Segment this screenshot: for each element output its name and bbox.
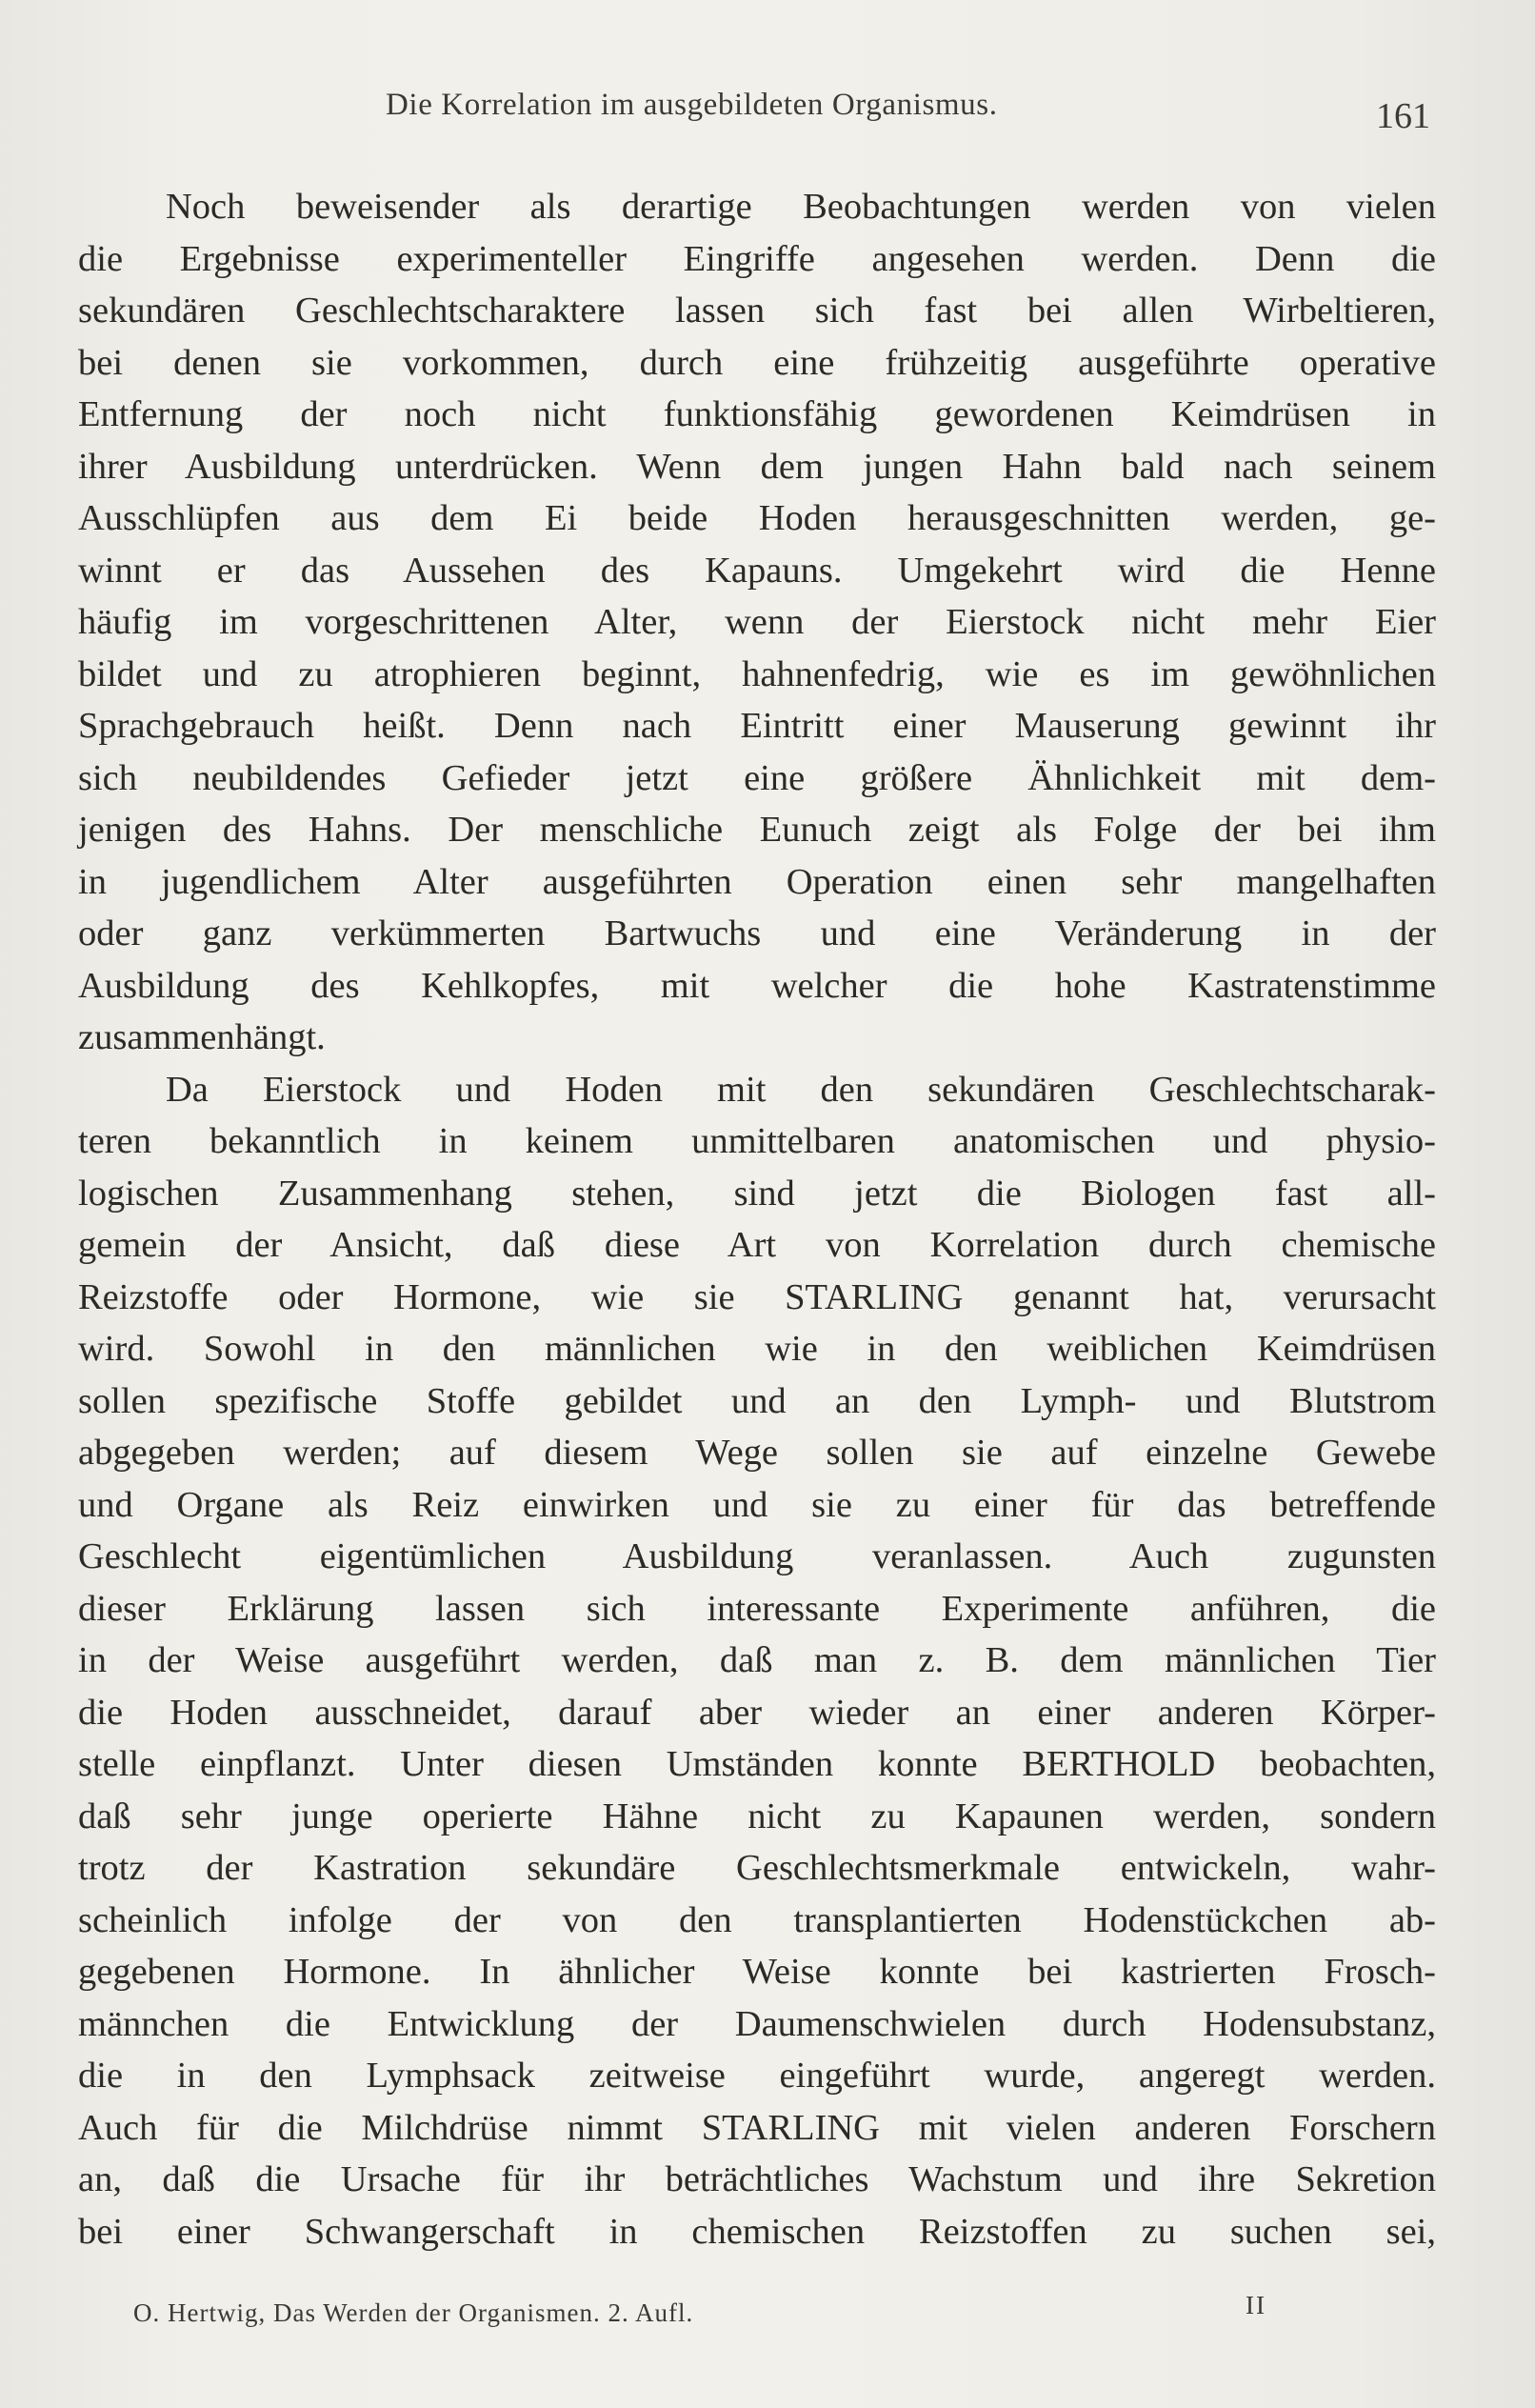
text-line: Ausschlüpfen aus dem Ei beide Hoden herausgeschnitten werden, ge-	[78, 498, 1436, 538]
text-line: teren bekanntlich in keinem unmittelbaren anatomischen und physio-	[78, 1121, 1436, 1161]
text-line: wird. Sowohl in den männlichen wie in den weiblichen Keimdrüsen	[78, 1329, 1436, 1369]
text-line: logischen Zusammenhang stehen, sind jetzt die Biologen fast all-	[78, 1173, 1436, 1214]
text-line: daß sehr junge operierte Hähne nicht zu Kapaunen werden, sondern	[78, 1796, 1436, 1836]
text-line: winnt er das Aussehen des Kapauns. Umgekehrt wird die Henne	[78, 550, 1436, 591]
text-line: Da Eierstock und Hoden mit den sekundären Geschlechtscharak-	[166, 1069, 1436, 1110]
text-line: häufig im vorgeschrittenen Alter, wenn der Eierstock nicht mehr Eier	[78, 602, 1436, 642]
text-line: Noch beweisender als derartige Beobachtungen werden von vielen	[166, 187, 1436, 227]
text-line: sekundären Geschlechtscharaktere lassen sich fast bei allen Wirbeltieren,	[78, 291, 1436, 331]
text-line: Auch für die Milchdrüse nimmt STARLING mit vielen anderen Forschern	[78, 2107, 1436, 2148]
text-line: Ausbildung des Kehlkopfes, mit welcher die hohe Kastratenstimme	[78, 965, 1436, 1006]
text-line: die Hoden ausschneidet, darauf aber wieder an einer anderen Körper-	[78, 1692, 1436, 1733]
text-line: in der Weise ausgeführt werden, daß man z. B. dem männlichen Tier	[78, 1640, 1436, 1680]
signature-mark: II	[1246, 2291, 1266, 2319]
text-line: männchen die Entwicklung der Daumenschwielen durch Hodensubstanz,	[78, 2003, 1436, 2044]
text-line: sich neubildendes Gefieder jetzt eine größere Ähnlichkeit mit dem-	[78, 757, 1436, 798]
text-line: die in den Lymphsack zeitweise eingeführt wurde, angeregt werden.	[78, 2056, 1436, 2096]
page-footer	[133, 2291, 1266, 2338]
text-line: gegebenen Hormone. In ähnlicher Weise konnte bei kastrierten Frosch-	[78, 1952, 1436, 1992]
footer-citation: O. Hertwig, Das Werden der Organismen. 2. Aufl.	[133, 2298, 694, 2327]
text-line: an, daß die Ursache für ihr beträchtliches Wachstum und ihre Sekretion	[78, 2159, 1436, 2199]
text-line: jenigen des Hahns. Der menschliche Eunuch zeigt als Folge der bei ihm	[78, 810, 1436, 850]
text-line: bei denen sie vorkommen, durch eine frühzeitig ausgeführte operative	[78, 342, 1436, 383]
running-header	[76, 88, 1440, 135]
text-line: sollen spezifische Stoffe gebildet und an den Lymph- und Blutstrom	[78, 1380, 1436, 1421]
body-text	[78, 181, 1436, 2258]
text-line: abgegeben werden; auf diesem Wege sollen sie auf einzelne Gewebe	[78, 1433, 1436, 1473]
text-line: zusammenhängt.	[78, 1017, 326, 1057]
text-line: bildet und zu atrophieren beginnt, hahnenfedrig, wie es im gewöhnlichen	[78, 653, 1436, 694]
page-number: 161	[1376, 96, 1430, 136]
text-line: Sprachgebrauch heißt. Denn nach Eintritt einer Mauserung gewinnt ihr	[78, 706, 1436, 746]
text-line: Reizstoffe oder Hormone, wie sie STARLING genannt hat, verursacht	[78, 1276, 1436, 1317]
text-line: scheinlich infolge der von den transplantierten Hodenstückchen ab-	[78, 1899, 1436, 1940]
text-line: die Ergebnisse experimenteller Eingriffe angesehen werden. Denn die	[78, 238, 1436, 279]
paragraph-2	[78, 1064, 1436, 2258]
text-line: oder ganz verkümmerten Bartwuchs und eine Veränderung in der	[78, 913, 1436, 953]
text-line: ihrer Ausbildung unterdrücken. Wenn dem jungen Hahn bald nach seinem	[78, 446, 1436, 487]
text-line: Geschlecht eigentümlichen Ausbildung veranlassen. Auch zugunsten	[78, 1536, 1436, 1576]
text-line: dieser Erklärung lassen sich interessante Experimente anführen, die	[78, 1588, 1436, 1629]
text-line: und Organe als Reiz einwirken und sie zu einer für das betreffende	[78, 1484, 1436, 1525]
running-title: Die Korrelation im ausgebildeten Organismus.	[386, 88, 998, 122]
text-line: bei einer Schwangerschaft in chemischen Reizstoffen zu suchen sei,	[78, 2211, 1436, 2252]
text-line: stelle einpflanzt. Unter diesen Umständen konnte BERTHOLD beobachten,	[78, 1744, 1436, 1784]
text-line: trotz der Kastration sekundäre Geschlechtsmerkmale entwickeln, wahr-	[78, 1848, 1436, 1888]
text-line: in jugendlichem Alter ausgeführten Operation einen sehr mangelhaften	[78, 861, 1436, 902]
text-line: Entfernung der noch nicht funktionsfähig gewordenen Keimdrüsen in	[78, 394, 1436, 434]
text-line: gemein der Ansicht, daß diese Art von Korrelation durch chemische	[78, 1225, 1436, 1265]
paragraph-1	[78, 181, 1436, 1064]
